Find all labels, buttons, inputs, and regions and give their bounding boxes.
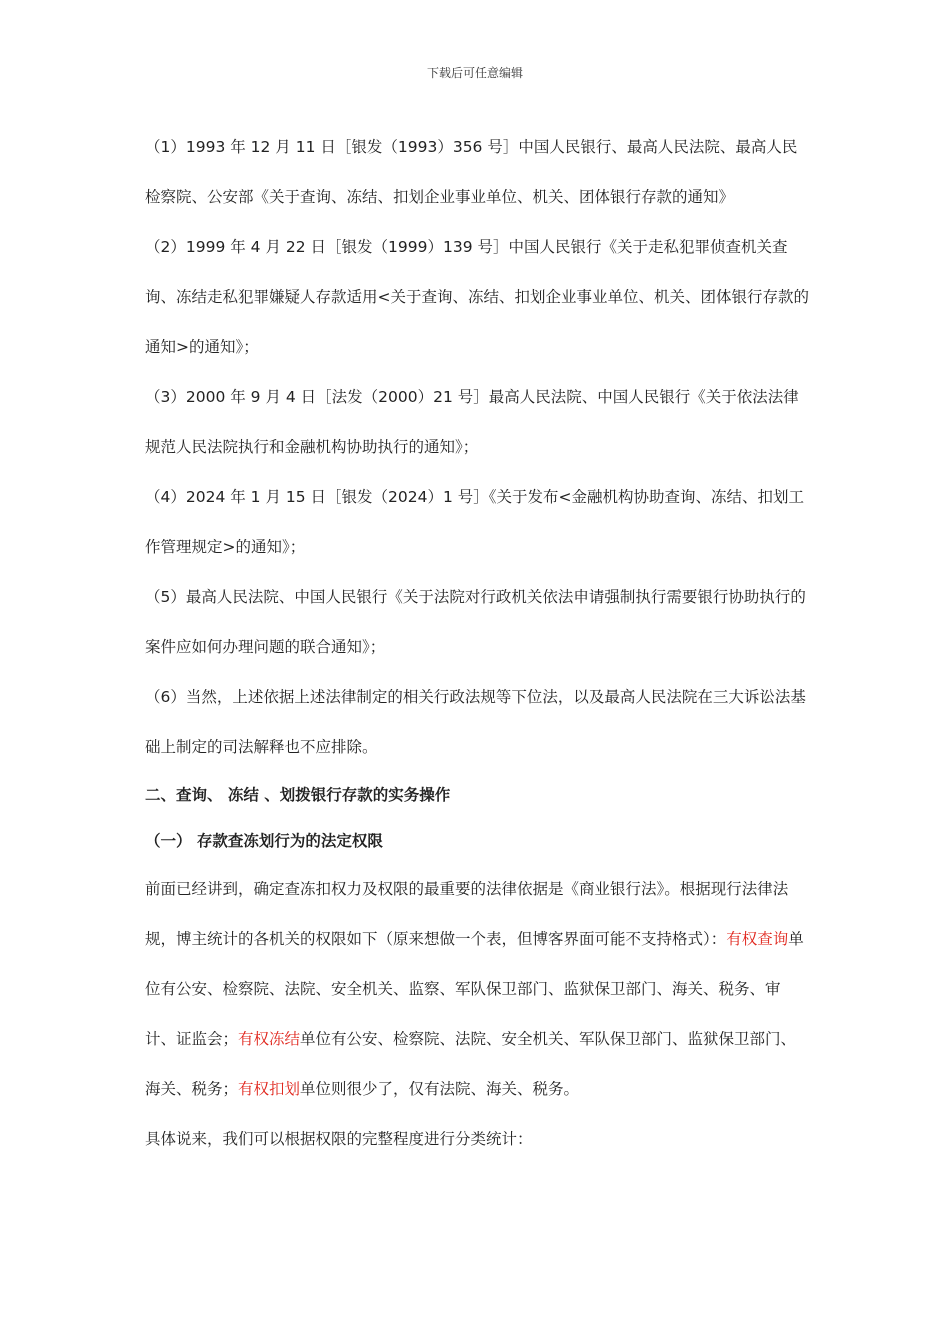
reference-item-3: （3）2000 年 9 月 4 日［法发（2000）21 号］最高人民法院、中国人民银行《关于依法法律规范人民法院执行和金融机构协助执行的通知》； (145, 388, 799, 456)
freeze-authority-text: 单位有公安、检察院、法院、安全机关、军队保卫部门、监狱保卫部门、海关、税务； (145, 1030, 797, 1098)
reference-item-1: （1）1993 年 12 月 11 日［银发（1993）356 号］中国人民银行、最高人民法院、最高人民检察院、公安部《关于查询、冻结、扣划企业事业单位、机关、团体银行存款的通知》 (145, 138, 798, 206)
reference-item-5: （5）最高人民法院、中国人民银行《关于法院对行政机关依法申请强制执行需要银行协助执行的案件应如何办理问题的联合通知》； (145, 588, 806, 656)
section-heading: 二、查询、 冻结 、划拨银行存款的实务操作 (145, 786, 451, 804)
page-header: 下载后可任意编辑 (426, 66, 523, 80)
authority-paragraph (145, 864, 810, 1114)
query-authority-label: 有权查询 (726, 930, 789, 948)
document-body (145, 122, 810, 1164)
subsection-heading: （一） 存款查冻划行为的法定权限 (145, 832, 383, 850)
query-authority-text: 单位有公安、检察院、法院、安全机关、监察、军队保卫部门、监狱保卫部门、海关、税务、审计、证监会； (145, 930, 804, 1048)
freeze-authority-label: 有权冻结 (238, 1030, 301, 1048)
closing-paragraph: 具体说来，我们可以根据权限的完整程度进行分类统计： (145, 1130, 533, 1148)
reference-item-2: （2）1999 年 4 月 22 日［银发（1999）139 号］中国人民银行《关于走私犯罪侦查机关查询、冻结走私犯罪嫌疑人存款适用<关于查询、冻结、扣划企业事业单位、机关、团体银行存款的通知>的通知》； (145, 238, 809, 356)
deduct-authority-label: 有权扣划 (238, 1080, 301, 1098)
deduct-authority-text: 单位则很少了，仅有法院、海关、税务。 (300, 1080, 580, 1098)
reference-item-4: （4）2024 年 1 月 15 日［银发（2024）1 号］《关于发布<金融机构协助查询、冻结、扣划工作管理规定>的通知》； (145, 488, 805, 556)
reference-item-6: （6）当然，上述依据上述法律制定的相关行政法规等下位法，以及最高人民法院在三大诉讼法基础上制定的司法解释也不应排除。 (145, 688, 806, 756)
intro-text: 前面已经讲到，确定查冻扣权力及权限的最重要的法律依据是《商业银行法》。根据现行法律法规，博主统计的各机关的权限如下（原来想做一个表，但博客界面可能不支持格式）： (145, 880, 789, 948)
